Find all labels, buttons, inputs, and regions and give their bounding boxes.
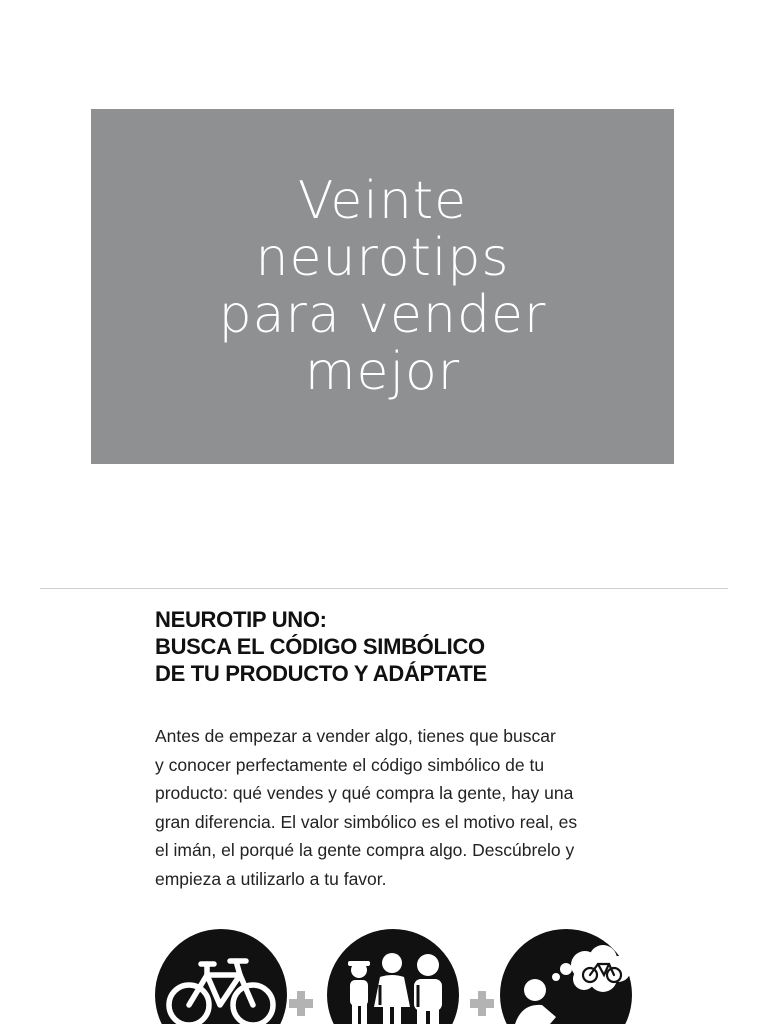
tip-heading-line: NEUROTIP UNO: xyxy=(155,607,327,632)
cover-title-line: neurotips xyxy=(255,227,510,288)
section-divider xyxy=(40,588,728,589)
tip-heading-line: BUSCA EL CÓDIGO SIMBÓLICO xyxy=(155,634,485,659)
tip-body-line: el imán, el porqué la gente compra algo. Descúbrelo y xyxy=(155,840,575,860)
tip-body-line: gran diferencia. El valor simbólico es el motivo real, es xyxy=(155,811,578,832)
cover-title-line: para vender xyxy=(218,284,547,345)
tip-body-line: empieza a utilizarlo a tu favor. xyxy=(155,868,387,889)
illustration-row xyxy=(0,925,768,1024)
family-icon xyxy=(327,929,459,1024)
cover-title-line: mejor xyxy=(304,341,461,402)
tip-heading-line: DE TU PRODUCTO Y ADÁPTATE xyxy=(155,661,487,686)
cover-title-line: Veinte xyxy=(297,170,468,231)
bicycle-icon xyxy=(155,929,287,1024)
tip-body-line: Antes de empezar a vender algo, tienes que buscar xyxy=(155,726,556,746)
person-dreaming-icon xyxy=(500,929,632,1024)
tip-body-line: y conocer perfectamente el código simbólico de tu xyxy=(155,754,545,775)
plus-icon xyxy=(470,991,494,1016)
plus-icon xyxy=(289,991,313,1016)
cover-box xyxy=(91,109,674,464)
tip-body-line: producto: qué vendes y qué compra la gente, hay una xyxy=(155,783,574,803)
tip-body xyxy=(155,722,625,893)
cover-title xyxy=(218,170,547,402)
tip-heading xyxy=(155,606,487,687)
